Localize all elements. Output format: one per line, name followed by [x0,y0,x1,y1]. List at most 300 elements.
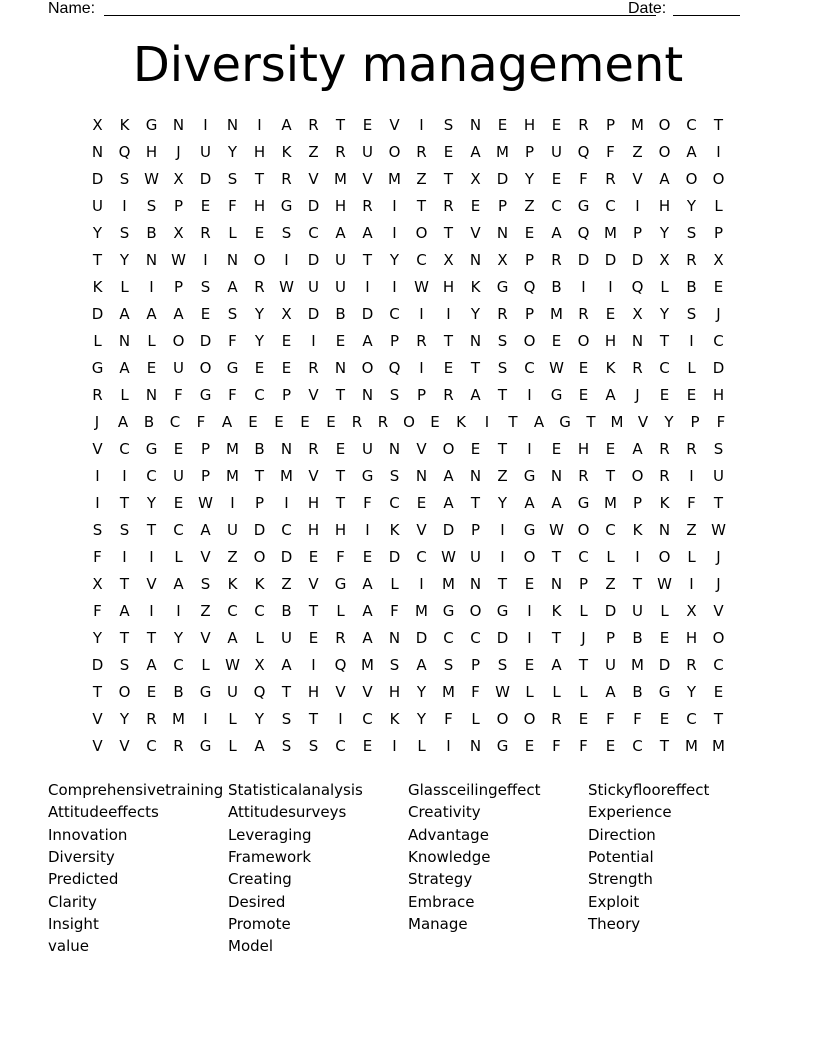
grid-cell[interactable]: N [361,386,374,404]
grid-cell[interactable]: X [281,305,292,323]
grid-cell[interactable]: E [274,413,284,431]
grid-cell[interactable]: R [659,440,670,458]
grid-cell[interactable]: I [392,737,397,755]
grid-cell[interactable]: T [443,332,454,350]
grid-cell[interactable]: C [416,548,427,566]
grid-cell[interactable]: X [173,170,184,188]
grid-cell[interactable]: I [392,278,397,296]
grid-cell[interactable]: T [497,386,508,404]
grid-cell[interactable]: G [280,197,293,215]
grid-cell[interactable]: R [362,197,373,215]
grid-cell[interactable]: M [550,305,563,323]
grid-cell[interactable]: T [508,413,518,431]
grid-cell[interactable]: I [419,359,424,377]
grid-cell[interactable]: W [198,494,213,512]
grid-cell[interactable]: Y [92,629,103,647]
grid-cell[interactable]: E [326,413,336,431]
grid-cell[interactable]: I [527,602,532,620]
grid-cell[interactable]: S [308,737,319,755]
grid-cell[interactable]: T [605,467,616,485]
grid-cell[interactable]: N [415,467,428,485]
grid-cell[interactable]: K [281,143,292,161]
grid-cell[interactable]: M [280,467,293,485]
grid-cell[interactable]: A [362,332,373,350]
grid-cell[interactable]: A [605,386,616,404]
grid-cell[interactable]: P [173,197,184,215]
grid-cell[interactable]: C [146,467,157,485]
grid-cell[interactable]: S [281,737,292,755]
grid-cell[interactable]: F [390,602,399,620]
grid-cell[interactable]: V [308,170,319,188]
grid-cell[interactable]: L [579,602,588,620]
grid-cell[interactable]: U [362,143,373,161]
grid-cell[interactable]: S [281,224,292,242]
grid-cell[interactable]: E [578,710,589,728]
grid-cell[interactable]: E [713,683,724,701]
grid-cell[interactable]: Y [389,251,400,269]
grid-cell[interactable]: E [470,197,481,215]
grid-cell[interactable]: S [146,197,157,215]
grid-cell[interactable]: Y [497,494,508,512]
grid-cell[interactable]: A [362,224,373,242]
grid-cell[interactable]: U [335,278,346,296]
grid-cell[interactable]: O [172,332,185,350]
grid-cell[interactable]: L [606,548,615,566]
grid-cell[interactable]: Z [308,143,319,161]
grid-cell[interactable]: B [254,440,265,458]
grid-cell[interactable]: Q [118,143,131,161]
grid-cell[interactable]: F [363,494,372,512]
grid-cell[interactable]: C [605,521,616,539]
grid-cell[interactable]: P [524,305,535,323]
grid-cell[interactable]: S [443,116,454,134]
grid-cell[interactable]: E [605,305,616,323]
grid-cell[interactable]: D [496,170,509,188]
grid-cell[interactable]: N [469,116,482,134]
grid-cell[interactable]: X [254,656,265,674]
grid-cell[interactable]: L [228,224,237,242]
grid-cell[interactable]: A [173,305,184,323]
grid-cell[interactable]: D [199,170,212,188]
grid-cell[interactable]: V [308,386,319,404]
grid-cell[interactable]: K [389,521,400,539]
grid-cell[interactable]: T [335,467,346,485]
grid-cell[interactable]: A [533,413,545,431]
grid-cell[interactable]: V [637,413,649,431]
grid-cell[interactable]: G [199,386,212,404]
grid-cell[interactable]: K [470,278,481,296]
grid-cell[interactable]: I [419,116,424,134]
grid-cell[interactable]: L [174,548,183,566]
grid-cell[interactable]: N [469,467,482,485]
grid-cell[interactable]: D [415,629,428,647]
grid-cell[interactable]: E [497,116,508,134]
grid-cell[interactable]: O [523,710,536,728]
grid-cell[interactable]: N [658,521,671,539]
grid-cell[interactable]: T [470,494,481,512]
grid-cell[interactable]: D [361,305,374,323]
grid-cell[interactable]: N [496,224,509,242]
grid-cell[interactable]: W [711,521,726,539]
grid-cell[interactable]: O [199,359,212,377]
grid-cell[interactable]: R [443,197,454,215]
grid-cell[interactable]: H [685,629,698,647]
grid-cell[interactable]: R [578,116,589,134]
grid-cell[interactable]: S [497,656,508,674]
grid-cell[interactable]: I [284,251,289,269]
grid-cell[interactable]: W [441,548,456,566]
grid-cell[interactable]: N [388,629,401,647]
grid-cell[interactable]: I [527,440,532,458]
grid-cell[interactable]: K [389,710,400,728]
grid-cell[interactable]: E [308,548,319,566]
grid-cell[interactable]: O [577,521,590,539]
grid-cell[interactable]: D [577,251,590,269]
grid-cell[interactable]: C [605,197,616,215]
grid-cell[interactable]: V [308,467,319,485]
grid-cell[interactable]: I [419,305,424,323]
grid-cell[interactable]: N [469,575,482,593]
grid-cell[interactable]: G [496,602,509,620]
grid-cell[interactable]: G [523,521,536,539]
grid-cell[interactable]: U [281,629,292,647]
grid-cell[interactable]: S [443,656,454,674]
grid-cell[interactable]: Y [146,494,157,512]
grid-cell[interactable]: F [228,197,237,215]
grid-cell[interactable]: I [716,143,721,161]
grid-cell[interactable]: K [119,116,130,134]
grid-cell[interactable]: E [248,413,258,431]
grid-cell[interactable]: T [146,629,157,647]
grid-cell[interactable]: N [469,737,482,755]
grid-cell[interactable]: R [351,413,363,431]
grid-cell[interactable]: A [551,656,562,674]
grid-cell[interactable]: R [686,440,697,458]
grid-cell[interactable]: A [686,143,697,161]
grid-cell[interactable]: Y [119,710,130,728]
grid-cell[interactable]: S [686,305,697,323]
grid-cell[interactable]: S [200,278,211,296]
grid-cell[interactable]: I [95,467,100,485]
grid-cell[interactable]: V [146,575,157,593]
grid-cell[interactable]: Z [200,602,211,620]
grid-cell[interactable]: V [200,629,211,647]
grid-cell[interactable]: B [146,224,157,242]
grid-cell[interactable]: V [200,548,211,566]
grid-cell[interactable]: T [659,737,670,755]
grid-cell[interactable]: E [430,413,440,431]
grid-cell[interactable]: O [253,251,266,269]
grid-cell[interactable]: R [173,737,184,755]
grid-cell[interactable]: O [685,170,698,188]
grid-cell[interactable]: L [687,359,696,377]
grid-cell[interactable]: C [308,224,319,242]
grid-cell[interactable]: E [200,305,211,323]
grid-cell[interactable]: V [389,116,400,134]
grid-cell[interactable]: Y [254,305,265,323]
grid-cell[interactable]: I [392,197,397,215]
grid-cell[interactable]: I [635,548,640,566]
grid-cell[interactable]: G [496,278,509,296]
grid-cell[interactable]: M [631,116,644,134]
grid-cell[interactable]: K [227,575,238,593]
grid-cell[interactable]: D [604,602,617,620]
grid-cell[interactable]: E [362,737,373,755]
grid-cell[interactable]: J [94,413,100,431]
grid-cell[interactable]: I [484,413,490,431]
grid-cell[interactable]: Y [416,710,427,728]
grid-cell[interactable]: G [658,683,671,701]
grid-cell[interactable]: N [280,440,293,458]
grid-cell[interactable]: T [497,575,508,593]
grid-cell[interactable]: A [443,467,454,485]
grid-cell[interactable]: M [226,467,239,485]
grid-cell[interactable]: S [497,359,508,377]
grid-cell[interactable]: D [631,251,644,269]
grid-cell[interactable]: H [253,143,266,161]
grid-cell[interactable]: N [469,251,482,269]
grid-cell[interactable]: R [497,305,508,323]
grid-cell[interactable]: F [336,548,345,566]
grid-cell[interactable]: U [335,251,346,269]
grid-cell[interactable]: V [92,710,103,728]
grid-cell[interactable]: T [92,683,103,701]
grid-cell[interactable]: F [228,386,237,404]
grid-cell[interactable]: N [631,332,644,350]
grid-cell[interactable]: Q [577,224,590,242]
grid-cell[interactable]: A [605,683,616,701]
grid-cell[interactable]: C [254,602,265,620]
grid-cell[interactable]: I [365,278,370,296]
grid-cell[interactable]: T [586,413,596,431]
grid-cell[interactable]: V [308,575,319,593]
grid-cell[interactable]: O [523,548,536,566]
grid-cell[interactable]: A [281,656,292,674]
grid-cell[interactable]: R [578,305,589,323]
grid-cell[interactable]: A [227,278,238,296]
grid-cell[interactable]: X [470,170,481,188]
name-field-line[interactable] [104,15,656,16]
grid-cell[interactable]: D [91,170,104,188]
grid-cell[interactable]: T [119,575,130,593]
grid-cell[interactable]: V [335,683,346,701]
grid-cell[interactable]: E [254,224,265,242]
grid-cell[interactable]: Q [334,656,347,674]
grid-cell[interactable]: A [146,656,157,674]
grid-cell[interactable]: H [307,494,320,512]
grid-cell[interactable]: C [659,359,670,377]
grid-cell[interactable]: U [227,521,238,539]
grid-cell[interactable]: G [577,494,590,512]
grid-cell[interactable]: T [443,170,454,188]
grid-cell[interactable]: K [92,278,103,296]
grid-cell[interactable]: L [714,197,723,215]
grid-cell[interactable]: H [523,116,536,134]
grid-cell[interactable]: R [308,359,319,377]
grid-cell[interactable]: A [362,575,373,593]
grid-cell[interactable]: P [578,575,589,593]
grid-cell[interactable]: E [308,629,319,647]
grid-cell[interactable]: M [631,656,644,674]
grid-cell[interactable]: I [500,548,505,566]
grid-cell[interactable]: O [496,710,509,728]
grid-cell[interactable]: T [362,251,373,269]
grid-cell[interactable]: W [495,683,510,701]
grid-cell[interactable]: C [146,737,157,755]
grid-cell[interactable]: C [578,548,589,566]
grid-cell[interactable]: L [147,332,156,350]
grid-cell[interactable]: I [230,494,235,512]
grid-cell[interactable]: E [659,386,670,404]
grid-cell[interactable]: J [716,575,721,593]
grid-cell[interactable]: O [631,467,644,485]
grid-cell[interactable]: C [713,332,724,350]
grid-cell[interactable]: P [632,224,643,242]
grid-cell[interactable]: O [442,440,455,458]
grid-cell[interactable]: F [579,170,588,188]
grid-cell[interactable]: I [689,467,694,485]
grid-cell[interactable]: C [169,413,181,431]
grid-cell[interactable]: Y [664,413,674,431]
grid-cell[interactable]: K [605,359,616,377]
grid-cell[interactable]: K [456,413,466,431]
grid-cell[interactable]: E [713,278,724,296]
grid-cell[interactable]: E [443,359,454,377]
grid-cell[interactable]: I [122,548,127,566]
grid-cell[interactable]: V [416,521,427,539]
grid-cell[interactable]: R [92,386,103,404]
grid-cell[interactable]: A [362,629,373,647]
grid-cell[interactable]: A [362,602,373,620]
grid-cell[interactable]: D [253,521,266,539]
grid-cell[interactable]: E [200,197,211,215]
grid-cell[interactable]: V [92,440,103,458]
grid-cell[interactable]: E [335,332,346,350]
grid-cell[interactable]: H [442,278,455,296]
grid-cell[interactable]: V [119,737,130,755]
grid-cell[interactable]: P [605,116,616,134]
grid-cell[interactable]: G [523,467,536,485]
grid-cell[interactable]: G [334,575,347,593]
grid-cell[interactable]: D [91,656,104,674]
grid-cell[interactable]: A [659,170,670,188]
grid-cell[interactable]: Y [524,170,535,188]
grid-cell[interactable]: F [444,710,453,728]
grid-cell[interactable]: F [716,413,726,431]
grid-cell[interactable]: C [416,251,427,269]
grid-cell[interactable]: W [225,656,240,674]
grid-cell[interactable]: W [171,251,186,269]
grid-cell[interactable]: H [577,440,590,458]
grid-cell[interactable]: I [122,467,127,485]
grid-cell[interactable]: L [660,602,669,620]
grid-cell[interactable]: A [470,386,481,404]
grid-cell[interactable]: T [335,116,346,134]
grid-cell[interactable]: G [199,683,212,701]
grid-cell[interactable]: T [146,521,157,539]
grid-cell[interactable]: Y [416,683,427,701]
grid-cell[interactable]: Z [686,521,697,539]
grid-cell[interactable]: B [173,683,184,701]
grid-cell[interactable]: U [92,197,103,215]
grid-cell[interactable]: G [496,737,509,755]
grid-cell[interactable]: J [176,143,181,161]
grid-cell[interactable]: H [253,197,266,215]
grid-cell[interactable]: E [281,332,292,350]
grid-cell[interactable]: T [713,710,724,728]
grid-cell[interactable]: G [442,602,455,620]
grid-cell[interactable]: F [579,737,588,755]
grid-cell[interactable]: D [307,251,320,269]
grid-cell[interactable]: D [712,359,725,377]
grid-cell[interactable]: U [551,143,562,161]
grid-cell[interactable]: C [362,710,373,728]
grid-cell[interactable]: L [687,548,696,566]
grid-cell[interactable]: D [442,521,455,539]
grid-cell[interactable]: T [551,548,562,566]
grid-cell[interactable]: S [227,170,238,188]
grid-cell[interactable]: B [281,602,292,620]
grid-cell[interactable]: Q [523,278,536,296]
grid-cell[interactable]: Z [416,170,427,188]
grid-cell[interactable]: R [377,413,389,431]
grid-cell[interactable]: I [689,575,694,593]
grid-cell[interactable]: V [362,170,373,188]
grid-cell[interactable]: E [524,224,535,242]
grid-cell[interactable]: L [660,278,669,296]
grid-cell[interactable]: E [551,116,562,134]
grid-cell[interactable]: A [551,494,562,512]
grid-cell[interactable]: A [524,494,535,512]
grid-cell[interactable]: U [173,359,184,377]
grid-cell[interactable]: I [365,521,370,539]
grid-cell[interactable]: A [200,521,211,539]
grid-cell[interactable]: G [91,359,104,377]
grid-cell[interactable]: M [172,710,185,728]
grid-cell[interactable]: F [228,332,237,350]
grid-cell[interactable]: V [470,224,481,242]
grid-cell[interactable]: A [551,224,562,242]
grid-cell[interactable]: I [203,251,208,269]
grid-cell[interactable]: O [253,548,266,566]
grid-cell[interactable]: Z [605,575,616,593]
grid-cell[interactable]: F [633,710,642,728]
grid-cell[interactable]: N [118,332,131,350]
grid-cell[interactable]: G [199,737,212,755]
grid-cell[interactable]: R [146,710,157,728]
grid-cell[interactable]: R [308,116,319,134]
grid-cell[interactable]: L [390,575,399,593]
grid-cell[interactable]: F [196,413,206,431]
grid-cell[interactable]: O [658,548,671,566]
grid-cell[interactable]: M [604,494,617,512]
grid-cell[interactable]: I [284,494,289,512]
grid-cell[interactable]: E [605,737,616,755]
grid-cell[interactable]: R [686,251,697,269]
grid-cell[interactable]: T [470,359,481,377]
grid-cell[interactable]: O [712,629,725,647]
grid-cell[interactable]: E [578,386,589,404]
grid-cell[interactable]: R [335,629,346,647]
grid-cell[interactable]: D [496,629,509,647]
grid-cell[interactable]: E [659,629,670,647]
grid-cell[interactable]: T [443,224,454,242]
grid-cell[interactable]: C [173,656,184,674]
grid-cell[interactable]: I [446,737,451,755]
grid-cell[interactable]: O [658,143,671,161]
grid-cell[interactable]: I [149,278,154,296]
grid-cell[interactable]: H [658,197,671,215]
